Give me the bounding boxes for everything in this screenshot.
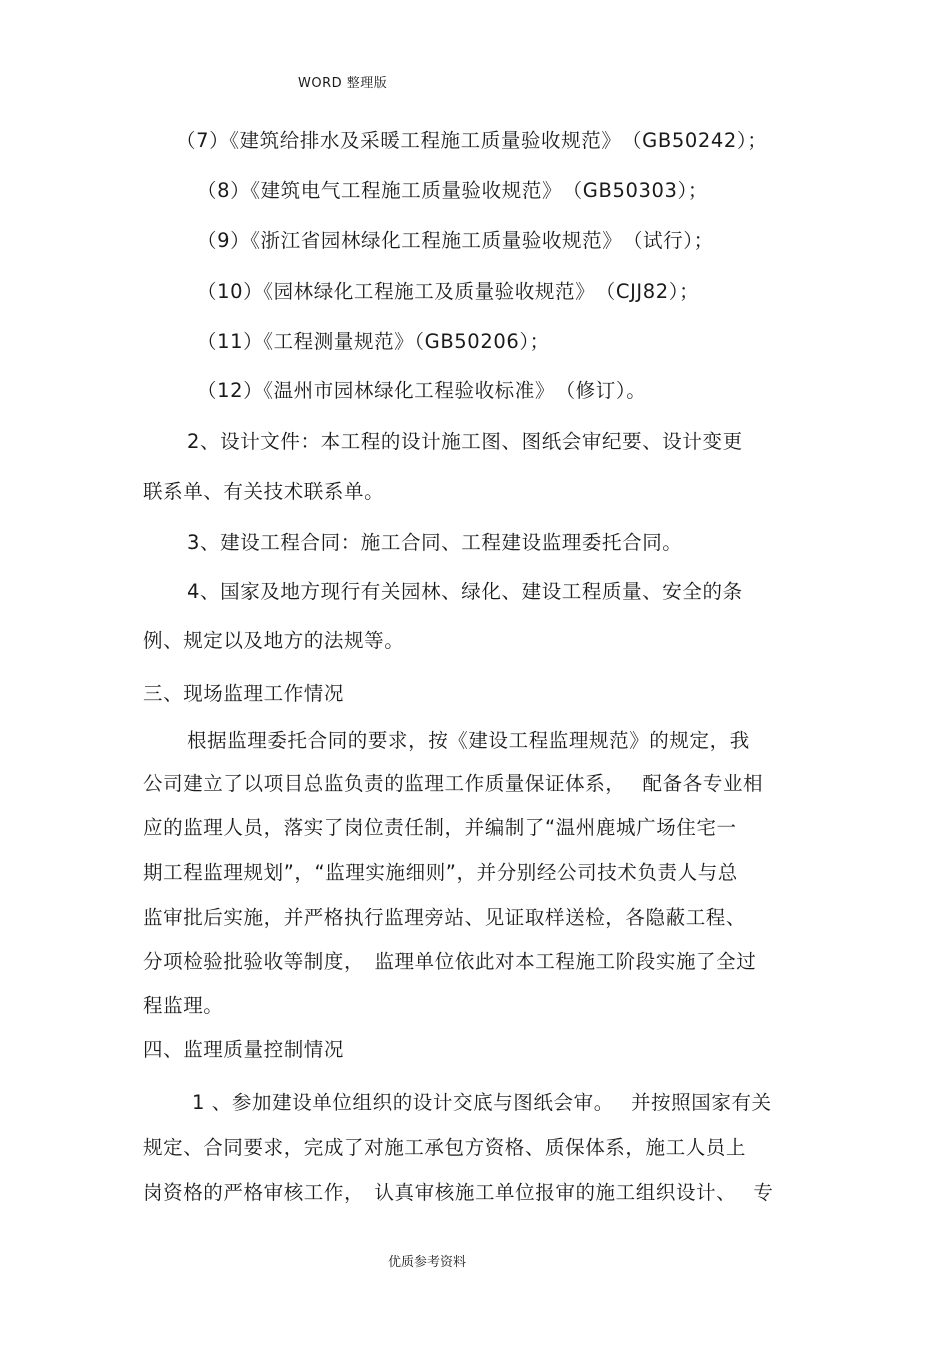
section-3-line-1: 根据监理委托合同的要求，按《建设工程监理规范》的规定，我: [187, 729, 750, 752]
page-header: WORD 整理版: [298, 76, 388, 91]
item-2-line-1: 2、设计文件：本工程的设计施工图、图纸会审纪要、设计变更: [187, 430, 743, 453]
section-3-title: 三、现场监理工作情况: [143, 682, 345, 705]
section-3-line-7: 程监理。: [143, 994, 224, 1017]
section-4-line-3: 岗资格的严格审核工作， 认真审核施工单位报审的施工组织设计、 专: [143, 1181, 774, 1204]
standard-item-11: （11）《工程测量规范》（GB50206）；: [197, 330, 550, 353]
section-4-line-1: 1 、参加建设单位组织的设计交底与图纸会审。 并按照国家有关: [192, 1091, 772, 1114]
standard-item-7: （7）《建筑给排水及采暖工程施工质量验收规范》 （GB50242）；: [176, 129, 768, 152]
section-3-line-4: 期工程监理规划”，“监理实施细则”，并分别经公司技术负责人与总: [143, 861, 738, 884]
page-footer: 优质参考资料: [388, 1255, 467, 1270]
item-2-line-2: 联系单、有关技术联系单。: [143, 480, 385, 503]
item-4-line-1: 4、国家及地方现行有关园林、绿化、建设工程质量、安全的条: [187, 580, 743, 603]
standard-item-10: （10）《园林绿化工程施工及质量验收规范》 （CJJ82）；: [197, 280, 700, 303]
item-3: 3、建设工程合同：施工合同、工程建设监理委托合同。: [187, 531, 683, 554]
standard-item-12: （12）《温州市园林绿化工程验收标准》 （修订）。: [197, 379, 647, 402]
section-3-line-3: 应的监理人员，落实了岗位责任制，并编制了“温州鹿城广场住宅一: [143, 816, 737, 839]
standard-item-9: （9）《浙江省园林绿化工程施工质量验收规范》 （试行）；: [197, 229, 714, 252]
section-3-line-2: 公司建立了以项目总监负责的监理工作质量保证体系， 配备各专业相: [143, 772, 764, 795]
section-4-title: 四、监理质量控制情况: [143, 1038, 345, 1061]
standard-item-8: （8）《建筑电气工程施工质量验收规范》 （GB50303）；: [197, 179, 708, 202]
section-3-line-6: 分项检验批验收等制度， 监理单位依此对本工程施工阶段实施了全过: [143, 950, 757, 973]
section-4-line-2: 规定、合同要求，完成了对施工承包方资格、质保体系，施工人员上: [143, 1136, 747, 1159]
section-3-line-5: 监审批后实施，并严格执行监理旁站、见证取样送检，各隐蔽工程、: [143, 906, 747, 929]
item-4-line-2: 例、规定以及地方的法规等。: [143, 629, 405, 652]
